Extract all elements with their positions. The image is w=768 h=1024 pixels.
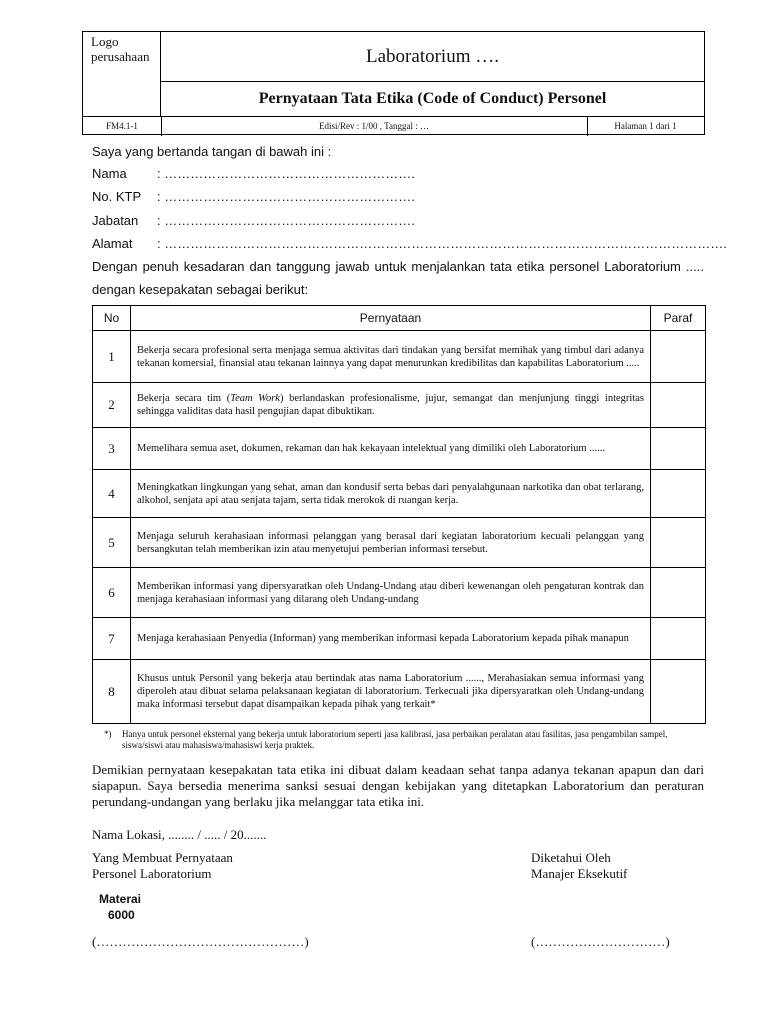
table-row xyxy=(93,383,706,428)
header-no: No xyxy=(93,306,131,331)
paraf-cell[interactable] xyxy=(651,383,706,428)
signer-title-left: Yang Membuat Pernyataan xyxy=(92,850,233,865)
field-label: Nama xyxy=(92,166,127,181)
row-statement: Menjaga seluruh kerahasiaan informasi pelanggan yang berasal dari kegiatan laboratorium kecuali pelanggan yang bersangkutan telah memberikan izin atau menyetujui pemberian informasi tersebut. xyxy=(131,518,651,568)
statement-intro-line2: dengan kesepakatan sebagai berikut: xyxy=(92,282,309,297)
table-row xyxy=(93,470,706,518)
row-number: 2 xyxy=(93,383,131,428)
row-statement: Khusus untuk Personil yang bekerja atau bertindak atas nama Laboratorium ......, Merahasiakan semua informasi yang diperoleh atau dibuat selama pelaksanaan kegiatan di laboratorium. Terkecuali jika dipersyaratkan oleh Undang-undang maka informasi tersebut dapat disampaikan kepada pihak yang terkait* xyxy=(131,660,651,724)
document-header xyxy=(82,31,705,135)
statement-intro-line1: Dengan penuh kesadaran dan tanggung jawab untuk menjalankan tata etika personel Laboratorium ..... xyxy=(92,259,704,274)
field-label: Alamat xyxy=(92,236,133,251)
row-statement: Meningkatkan lingkungan yang sehat, aman dan kondusif serta bebas dari penyalahgunaan narkotika dan obat terlarang, alkohol, senjata api atau senjata tajam, serta tidak merokok di ruangan kerja. xyxy=(131,470,651,518)
field-label: No. KTP xyxy=(92,189,142,204)
row-number: 8 xyxy=(93,660,131,724)
field-value[interactable]: : …………………………………………………. xyxy=(157,166,415,181)
location-date: Nama Lokasi, ........ / ..... / 20....... xyxy=(92,827,267,842)
row-statement: Memberikan informasi yang dipersyaratkan oleh Undang-Undang atau diberi kewenangan oleh pengaturan kontrak dan menjaga kerahasiaan informasi yang dilarang oleh Undang-undang xyxy=(131,568,651,618)
field-value[interactable]: : …………………………………………………………………………………………………………………. xyxy=(157,236,727,251)
paraf-cell[interactable] xyxy=(651,470,706,518)
signer-title-right: Diketahui Oleh xyxy=(531,850,611,865)
table-row xyxy=(93,428,706,470)
field-value[interactable]: : …………………………………………………. xyxy=(157,213,415,228)
materai-label: Materai xyxy=(99,892,142,906)
signature-line-left[interactable]: (…………………………………………) xyxy=(92,934,309,949)
row-number: 1 xyxy=(93,331,131,383)
row-statement: Menjaga kerahasiaan Penyedia (Informan) yang memberikan informasi kepada Laboratorium kepada pihak manapun xyxy=(131,618,651,660)
statement-table xyxy=(92,305,706,724)
closing-paragraph: Demikian pernyataan kesepakatan tata etika ini dibuat dalam keadaan sehat tanpa adanya tekanan apapun dan dari siapapun. Saya bersedia menerima sanksi sesuai dengan kebijakan yang ditetapkan Laboratorium dan peraturan perundang-undangan yang berlaku jika melanggar tata etika ini. xyxy=(92,762,704,809)
company-logo-placeholder: Logo perusahaan xyxy=(83,32,161,116)
table-header-row xyxy=(93,306,706,331)
table-row xyxy=(93,568,706,618)
row-number: 7 xyxy=(93,618,131,660)
intro-text: Saya yang bertanda tangan di bawah ini : xyxy=(92,144,332,159)
table-row xyxy=(93,618,706,660)
paraf-cell[interactable] xyxy=(651,428,706,470)
field-label: Jabatan xyxy=(92,213,139,228)
paraf-cell[interactable] xyxy=(651,568,706,618)
row-number: 5 xyxy=(93,518,131,568)
signer-role-left: Personel Laboratorium xyxy=(92,866,212,881)
page-info: Halaman 1 dari 1 xyxy=(614,121,677,131)
paraf-cell[interactable] xyxy=(651,618,706,660)
row-statement: Bekerja secara tim (Team Work) berlandaskan profesionalisme, jujur, semangat dan menjunjung tinggi integritas sehingga validitas data hasil pengujian dapat dibuktikan. xyxy=(131,383,651,428)
footnote-mark: *) xyxy=(104,729,112,739)
form-code: FM4.1-1 xyxy=(83,117,162,136)
edition-info: Edisi/Rev : 1/00 , Tanggal : … xyxy=(161,117,588,136)
signature-line-right[interactable]: (…………………………) xyxy=(531,934,670,949)
materai-stamp xyxy=(99,891,141,923)
footnote-text: Hanya untuk personel eksternal yang bekerja untuk laboratorium seperti jasa kalibrasi, jasa perbaikan peralatan atau fasilitas, jasa pengambilan sampel, siswa/siswi atau mahasiswa/mahasiswi kerja praktek. xyxy=(122,729,668,750)
field-value[interactable]: : …………………………………………………. xyxy=(157,189,415,204)
document-meta-row xyxy=(83,116,704,136)
document-subtitle: Pernyataan Tata Etika (Code of Conduct) Personel xyxy=(258,90,607,107)
paraf-cell[interactable] xyxy=(651,518,706,568)
row-number: 6 xyxy=(93,568,131,618)
paraf-cell[interactable] xyxy=(651,660,706,724)
table-row xyxy=(93,518,706,568)
header-statement: Pernyataan xyxy=(131,306,651,331)
table-row xyxy=(93,331,706,383)
row-number: 3 xyxy=(93,428,131,470)
row-number: 4 xyxy=(93,470,131,518)
table-row xyxy=(93,660,706,724)
laboratory-title: Laboratorium …. xyxy=(161,32,704,82)
signer-role-right: Manajer Eksekutif xyxy=(531,866,628,881)
materai-value: 6000 xyxy=(108,908,135,922)
row-statement: Bekerja secara profesional serta menjaga semua aktivitas dari tindakan yang bersifat memihak yang timbul dari adanya tekanan komersial, finansial atau tekanan lainnya yang dapat menurunkan kredibilitas dan kapabilitas Laboratorium ..... xyxy=(131,331,651,383)
row-statement: Memelihara semua aset, dokumen, rekaman dan hak kekayaan intelektual yang dimiliki oleh Laboratorium ...... xyxy=(131,428,651,470)
paraf-cell[interactable] xyxy=(651,331,706,383)
header-paraf: Paraf xyxy=(651,306,706,331)
